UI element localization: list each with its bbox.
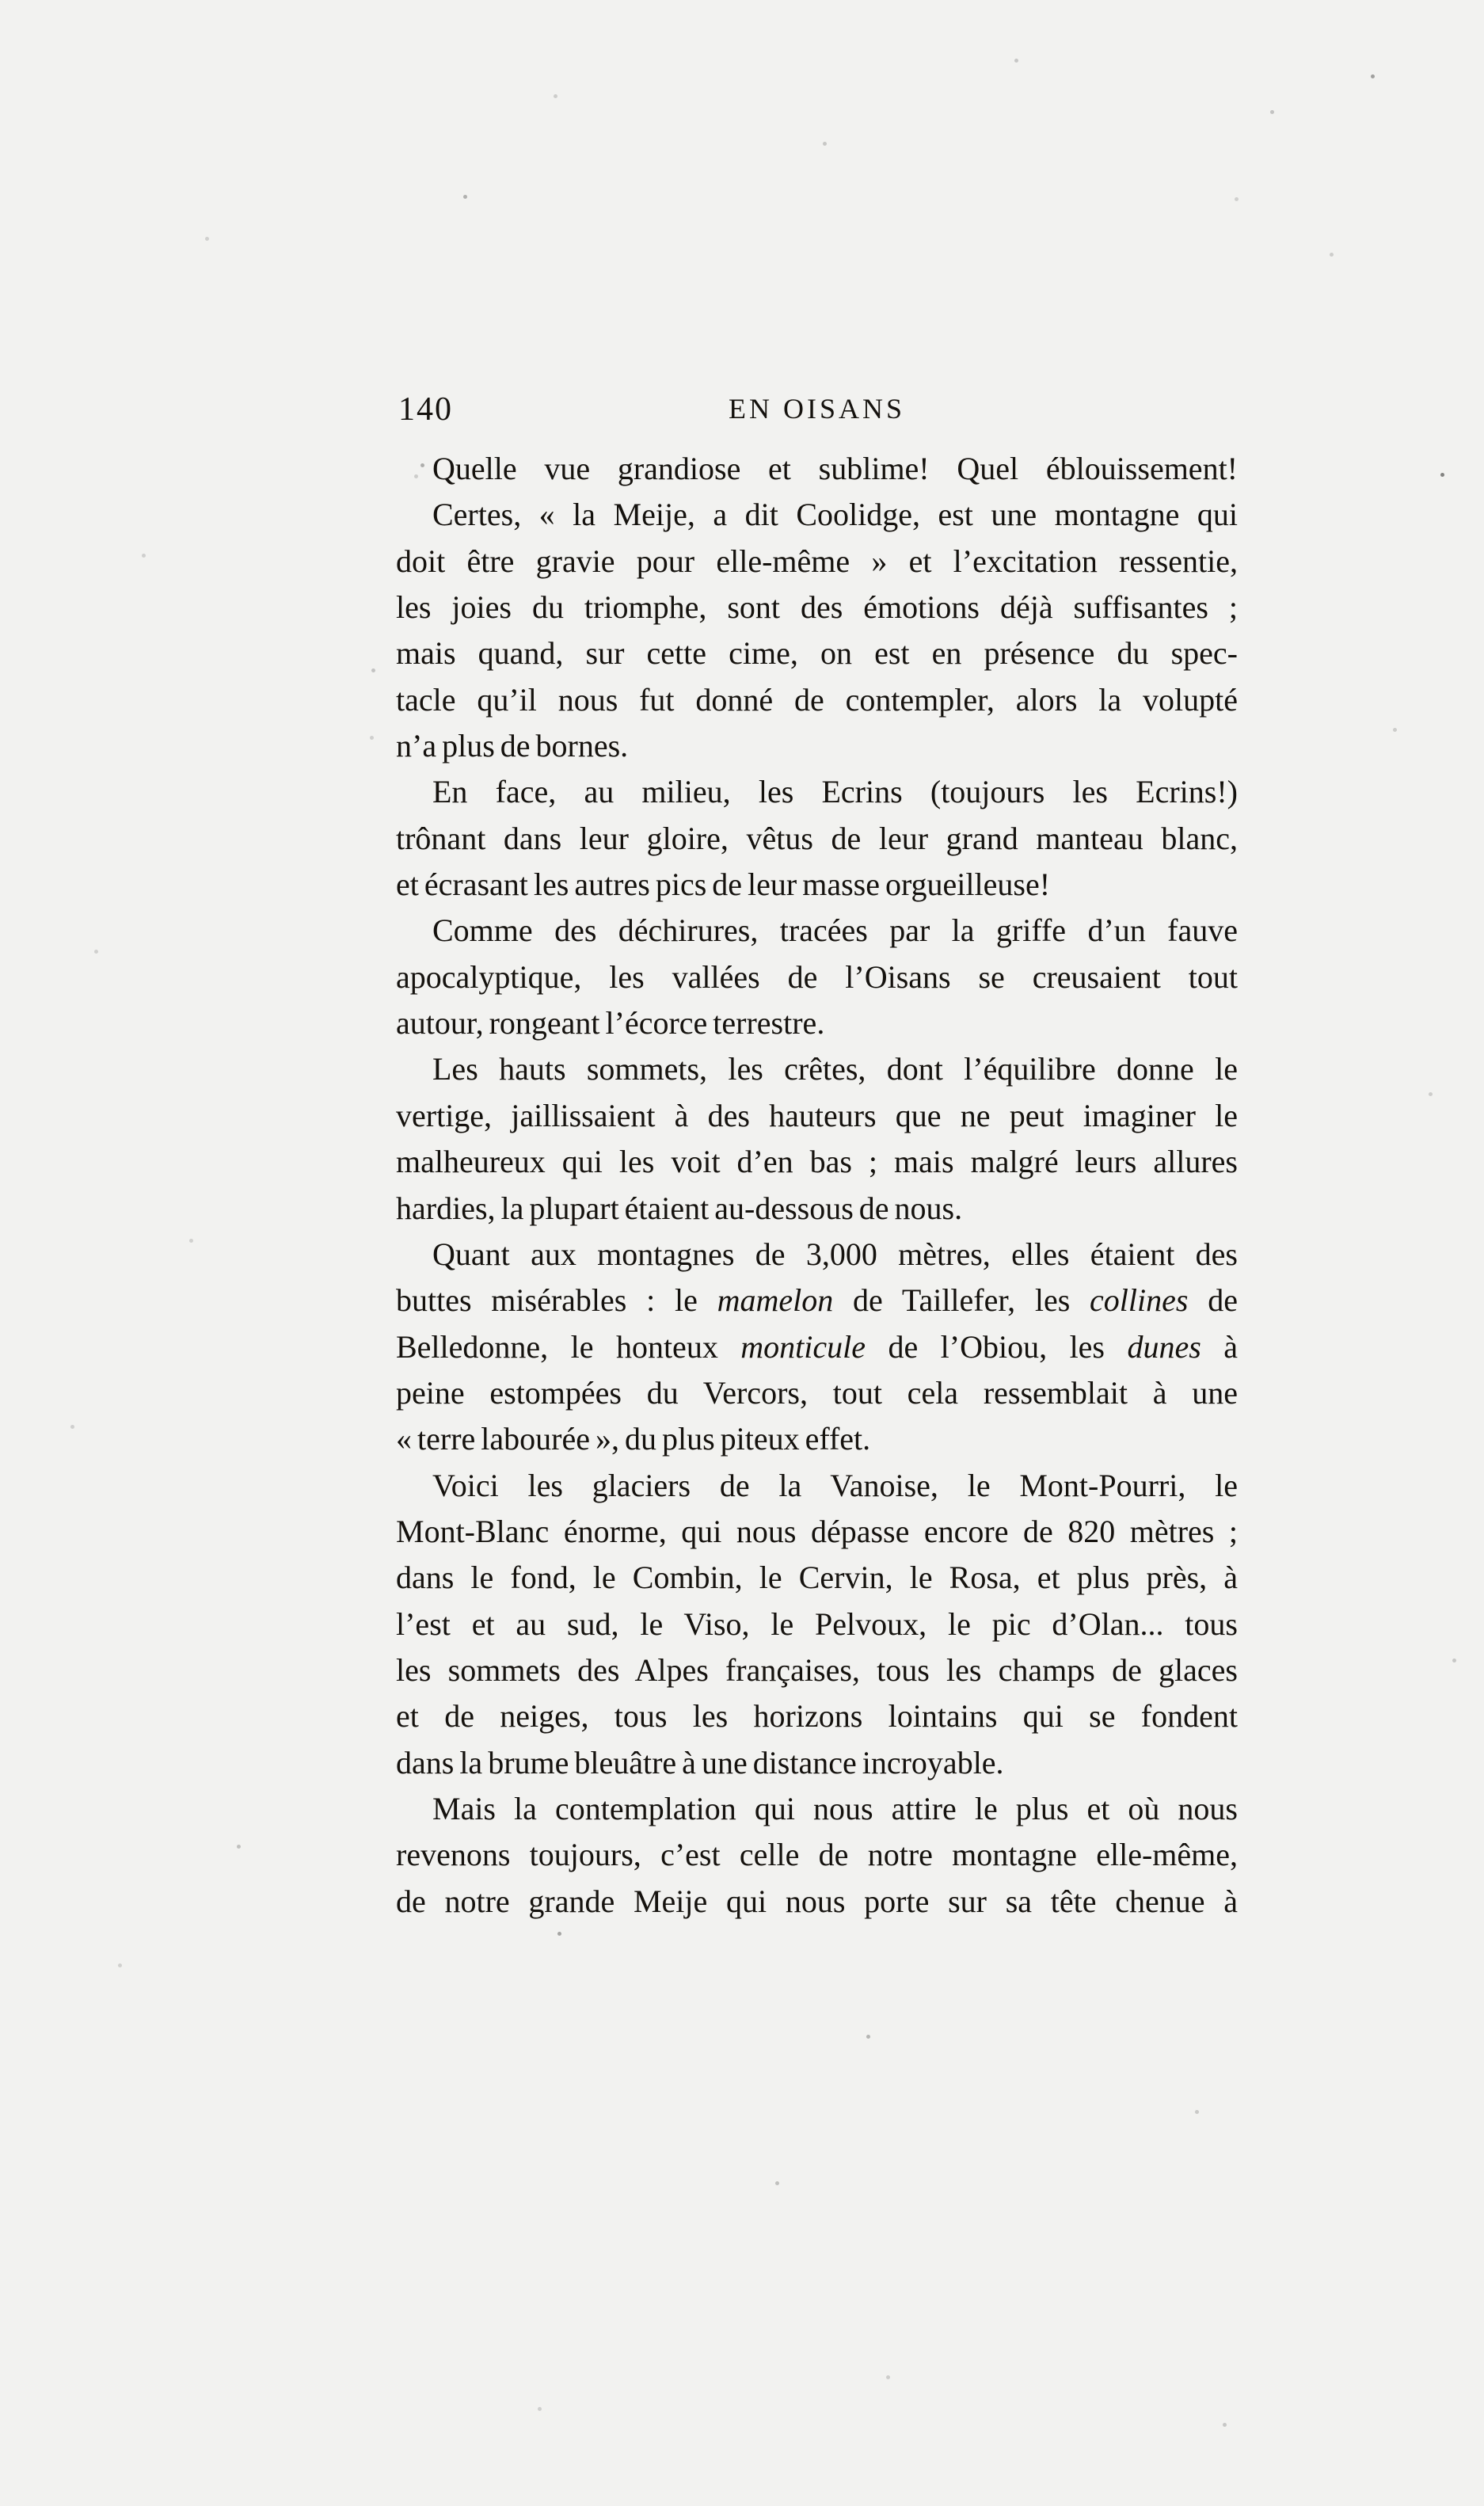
text-line (396, 1093, 1238, 1139)
text-segment: En face, au milieu, les Ecrins (toujours les Ecrins!) (432, 774, 1238, 810)
text-segment: hardies, la plupart étaient au-dessous de nous. (396, 1190, 963, 1226)
text-line (396, 1186, 1238, 1232)
text-segment: n’a plus de bornes. (396, 728, 629, 764)
italic-text: dunes (1127, 1328, 1201, 1365)
text-line (396, 862, 1238, 908)
text-segment: Quant aux montagnes de 3,000 mètres, elles étaient des (432, 1236, 1238, 1272)
text-segment: Mont-Blanc énorme, qui nous dépasse encore de 820 mètres ; (396, 1513, 1238, 1549)
text-segment: les joies du triomphe, sont des émotions déjà suffisantes ; (396, 589, 1238, 626)
text-line (396, 1232, 1238, 1278)
text-segment: de (1188, 1282, 1238, 1319)
text-line (396, 1324, 1238, 1370)
text-segment: vertige, jaillissaient à des hauteurs que ne peut imaginer le (396, 1097, 1238, 1133)
body-text (396, 446, 1238, 1925)
text-segment: revenons toujours, c’est celle de notre montagne elle-même, (396, 1837, 1238, 1873)
italic-text: mamelon (717, 1282, 834, 1319)
text-line (396, 1370, 1238, 1416)
text-segment: dans la brume bleuâtre à une distance incroyable. (396, 1744, 1004, 1780)
text-segment: peine estompées du Vercors, tout cela ressemblait à une (396, 1374, 1238, 1411)
text-segment: autour, rongeant l’écorce terrestre. (396, 1005, 825, 1042)
text-segment: Certes, « la Meije, a dit Coolidge, est une montagne qui (432, 497, 1238, 533)
text-segment: Les hauts sommets, les crêtes, dont l’équilibre donne le (432, 1051, 1238, 1087)
text-line (396, 723, 1238, 769)
text-line (396, 677, 1238, 723)
text-line (396, 585, 1238, 630)
text-line (396, 1463, 1238, 1509)
text-segment: de notre grande Meije qui nous porte sur sa tête chenue à (396, 1883, 1238, 1919)
text-line (396, 1000, 1238, 1046)
page-number: 140 (398, 391, 453, 428)
text-segment: Mais la contemplation qui nous attire le plus et où nous (432, 1790, 1238, 1826)
text-segment: malheureux qui les voit d’en bas ; mais malgré leurs allures (396, 1144, 1238, 1180)
text-line (396, 769, 1238, 815)
text-segment: de l’Obiou, les (866, 1328, 1128, 1365)
text-line (396, 1046, 1238, 1092)
text-line (396, 1139, 1238, 1185)
text-segment: de Taillefer, les (833, 1282, 1090, 1319)
text-segment: dans le fond, le Combin, le Cervin, le Rosa, et plus près, à (396, 1560, 1238, 1596)
text-line (396, 1647, 1238, 1693)
text-line (396, 446, 1238, 492)
text-segment: à (1201, 1328, 1239, 1365)
text-line (396, 1740, 1238, 1786)
text-line (396, 492, 1238, 538)
text-line (396, 1693, 1238, 1739)
text-segment: et de neiges, tous les horizons lointains qui se fondent (396, 1698, 1238, 1735)
text-line (396, 816, 1238, 862)
text-line (396, 954, 1238, 1000)
italic-text: collines (1090, 1282, 1189, 1319)
text-segment: Voici les glaciers de la Vanoise, le Mont-Pourri, le (432, 1467, 1238, 1503)
text-segment: trônant dans leur gloire, vêtus de leur grand manteau blanc, (396, 820, 1238, 856)
text-line (396, 539, 1238, 585)
text-line (396, 1509, 1238, 1555)
text-segment: Quelle vue grandiose et sublime! Quel éblouissement! (432, 451, 1238, 486)
text-segment: apocalyptique, les vallées de l’Oisans se creusaient tout (396, 958, 1238, 995)
text-line (396, 1786, 1238, 1832)
text-line (396, 1278, 1238, 1323)
text-segment: tacle qu’il nous fut donné de contempler, alors la volupté (396, 681, 1238, 718)
text-line (396, 1555, 1238, 1601)
text-line (396, 630, 1238, 676)
text-segment: Comme des déchirures, tracées par la griffe d’un fauve (432, 912, 1238, 949)
running-title: EN OISANS (728, 393, 905, 425)
text-segment: mais quand, sur cette cime, on est en présence du spec- (396, 635, 1238, 672)
text-line (396, 1832, 1238, 1878)
text-segment: l’est et au sud, le Viso, le Pelvoux, le pic d’Olan... tous (396, 1605, 1238, 1642)
text-segment: et écrasant les autres pics de leur masse orgueilleuse! (396, 866, 1051, 903)
text-segment: « terre labourée », du plus piteux effet. (396, 1421, 871, 1457)
text-line (396, 1416, 1238, 1462)
text-segment: doit être gravie pour elle-même » et l’excitation ressentie, (396, 543, 1238, 579)
text-line (396, 1879, 1238, 1925)
text-line (396, 908, 1238, 954)
text-segment: buttes misérables : le (396, 1282, 717, 1319)
text-segment: les sommets des Alpes françaises, tous les champs de glaces (396, 1651, 1238, 1688)
italic-text: monticule (740, 1328, 866, 1365)
scan-noise (0, 0, 2, 2)
text-segment: Belledonne, le honteux (396, 1328, 741, 1365)
text-line (396, 1601, 1238, 1647)
